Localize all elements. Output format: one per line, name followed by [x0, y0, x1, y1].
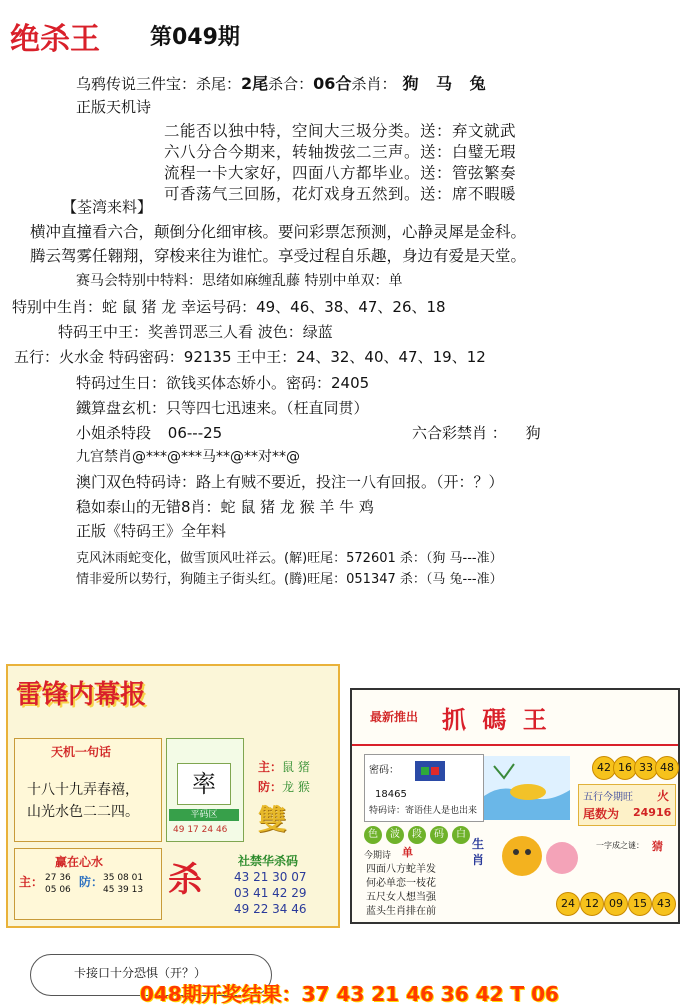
zm-shengxiao: 生肖 [472, 837, 485, 867]
zm-chip: 白 [452, 826, 470, 844]
xiaojie-label: 小姐杀特段 [76, 424, 152, 442]
aomen-row: 澳门双色特码诗：路上有贼不要近，投注一八有回报。（开：？） [76, 473, 504, 491]
keng-row: 克风沐雨蛇变化，做雪顶风吐祥云。(解)旺尾：572601 杀：（狗 马---准） [76, 551, 503, 566]
zm-bottom-ball: 12 [580, 892, 604, 916]
wuxing-row: 五行：火水金 特码密码：92135 王中王：24、32、40、47、19、12 [14, 348, 486, 366]
issue-number: 第049期 [150, 25, 240, 50]
zm-tail-label: 尾数为 [583, 807, 620, 821]
zm-boat [510, 784, 546, 800]
keng-row: 情非爱所以势行，狗随主子街头红。(腾)旺尾：051347 杀：（马 兔---准） [76, 572, 503, 587]
pingduan-nums: 49 17 24 46 [173, 825, 228, 835]
grid1-row: 27 36 [45, 873, 71, 883]
zm-bottom-ball: 15 [628, 892, 652, 916]
zm-sun-icon [502, 836, 542, 876]
zm-title: 抓 碼 王 [442, 705, 551, 734]
shezhu-label: 社禁华杀码 [238, 854, 299, 868]
tianji-line: 山光水色二二四。 [27, 804, 139, 820]
xiaojie-row [76, 422, 222, 443]
draw-result: 048期开奖结果：37 43 21 46 36 42 T 06 [140, 982, 559, 1006]
zm-bottom-ball: 24 [556, 892, 580, 916]
zm-top-ball: 16 [613, 756, 637, 780]
zhongsheng-row: 特别中生肖：蛇 鼠 猪 龙 幸运号码：49、46、38、47、26、18 [12, 298, 446, 316]
zm-divider [352, 744, 678, 746]
tianji-line: 十八十九弄春禧， [27, 782, 139, 798]
zm-chip: 色 [364, 826, 382, 844]
wencuo-row: 稳如泰山的无错8肖：蛇 鼠 猪 龙 猴 羊 牛 鸡 [76, 498, 374, 516]
zhu-label: 主： [258, 760, 283, 774]
tianji-box [14, 738, 162, 842]
zm-header-label: 最新推出 [370, 710, 419, 724]
zhuamawang-panel [350, 688, 680, 924]
zm-poem-line: 四面八方蛇羊发 [366, 864, 436, 875]
zhu-row [258, 758, 310, 775]
shuo-box [166, 738, 244, 842]
zm-poem-value: 寄语佳人是也出来 [405, 806, 478, 816]
zm-eye-icon [513, 849, 519, 855]
shuang-char: 雙 [258, 803, 287, 836]
zm-eye-icon [525, 849, 531, 855]
zm-chip: 波 [386, 826, 404, 844]
xin-label: 赢在心水 [55, 855, 104, 869]
zm-bottom-ball: 09 [604, 892, 628, 916]
zhu-value: 鼠 猪 [282, 760, 310, 774]
triple-xiao: 狗 马 兔 [402, 74, 492, 93]
liuhe-label: 六合彩禁肖 ： [412, 424, 507, 442]
triple-line [76, 71, 492, 94]
poem-line: 六八分合今期来，转轴拨弦二三声。送：白璧无瑕 [164, 143, 517, 161]
zm-top-ball: 33 [634, 756, 658, 780]
poem-line: 流程一卡大家好，四面八方都毕业。送：管弦繁奏 [164, 164, 517, 182]
poem-title: 正版天机诗 [76, 98, 152, 116]
shezhu-row: 03 41 42 29 [234, 886, 307, 900]
tianji-label: 天机一句话 [51, 745, 112, 759]
grid2-row: 35 08 01 [103, 873, 144, 883]
zhu2-label: 主： [19, 875, 44, 889]
poem-line: 可香荡气三回肠，花灯戏身五然到。送：席不暇暖 [164, 185, 517, 203]
fang-label: 防： [258, 780, 283, 794]
xin-box [14, 848, 162, 920]
zm-bottom-ball: 43 [652, 892, 676, 916]
zm-jinqi-label: 今期诗 [364, 851, 392, 861]
grid1-row: 05 06 [45, 885, 71, 895]
triple-he: 06合 [313, 74, 352, 93]
guoshengri-row: 特码过生日：欲钱买体态娇小。密码：2405 [76, 374, 370, 392]
leifeng-title: 雷锋内幕报 [16, 680, 147, 710]
zm-wuxing-value: 火 [657, 789, 670, 803]
zm-logo-red [431, 767, 439, 775]
triple-xiao-label: 杀肖： [351, 75, 397, 93]
zm-top-ball: 48 [655, 756, 679, 780]
wangzhong-row: 特码王中王：奖善罚恶三人看 波色：绿蓝 [58, 323, 333, 341]
zm-poem-line: 五尺女人想当强 [366, 892, 436, 903]
zm-logo-green [421, 767, 429, 775]
poem-line: 二能否以独中特，空间大三圾分类。送：弃文就武 [164, 122, 517, 140]
taiwan-line: 腾云驾雾任翱翔，穿梭来往为谁忙。享受过程自乐趣，身边有爱是天堂。 [30, 247, 527, 265]
zm-code-box [364, 754, 484, 822]
liuhe-value: 狗 [525, 424, 541, 442]
fang2-label: 防： [79, 875, 104, 889]
zm-wuxing-label: 五行今期旺 [583, 792, 633, 803]
zm-code-label: 密码： [369, 765, 399, 776]
shuo-char: 率 [177, 763, 231, 805]
leifeng-panel [6, 664, 340, 928]
zm-poem-label: 特码诗： [369, 806, 406, 816]
triple-he-label: 杀合： [268, 75, 314, 93]
zm-illustration [484, 756, 570, 820]
zm-poem-line: 何必单恋一枝花 [366, 878, 436, 889]
zm-side-value: 猜 [652, 840, 663, 853]
fang-row [258, 778, 310, 795]
xiaojie-value: 06---25 [167, 424, 223, 442]
pingduan-label: 平码区 [169, 809, 239, 821]
triple-tail: 2尾 [241, 74, 269, 93]
zm-side-label: 一字成之谜： [596, 841, 644, 850]
zm-mascots [492, 826, 588, 886]
taiwan-line: 横冲直撞看六合，颠倒分化细审核。要问彩票怎预测，心静灵犀是金科。 [30, 223, 527, 241]
zm-poem-line: 蓝头生肖排在前 [366, 906, 436, 917]
triple-prefix: 乌鸦传说三件宝：杀尾： [76, 75, 242, 93]
brand-title: 绝杀王 [10, 22, 100, 57]
zm-wuxing-box [578, 784, 676, 826]
fang-value: 龙 猴 [282, 780, 310, 794]
tiesuan-row: 鐵算盘玄机：只等四七迅速来。（枉直同贯） [76, 399, 369, 417]
shezhu-row: 43 21 30 07 [234, 870, 307, 884]
zm-pig-icon [546, 842, 578, 874]
zm-logo [415, 761, 445, 781]
liuhe-row [412, 422, 541, 443]
zm-chip: 码 [430, 826, 448, 844]
zm-code-value: 18465 [375, 789, 407, 800]
sha-char: 杀 [168, 860, 202, 900]
zm-poem-row [369, 803, 477, 816]
zm-chip: 段 [408, 826, 426, 844]
saima-row: 赛马会特别中特料：思绪如麻缠乱藤 特别中单双：单 [76, 273, 403, 289]
zm-dan: 单 [402, 846, 413, 859]
shezhu-row: 49 22 34 46 [234, 902, 307, 916]
zhengban-row: 正版《特码王》全年料 [76, 522, 227, 540]
zm-tail-value: 24916 [633, 806, 672, 819]
zm-top-ball: 42 [592, 756, 616, 780]
taiwan-label: 【荃湾来料】 [62, 198, 153, 216]
cloud-text: 卡接口十分恐惧（开？） [74, 966, 207, 980]
jiugong-row: 九宫禁肖@***@***马**@**对**@ [76, 449, 300, 465]
grid2-row: 45 39 13 [103, 885, 144, 895]
